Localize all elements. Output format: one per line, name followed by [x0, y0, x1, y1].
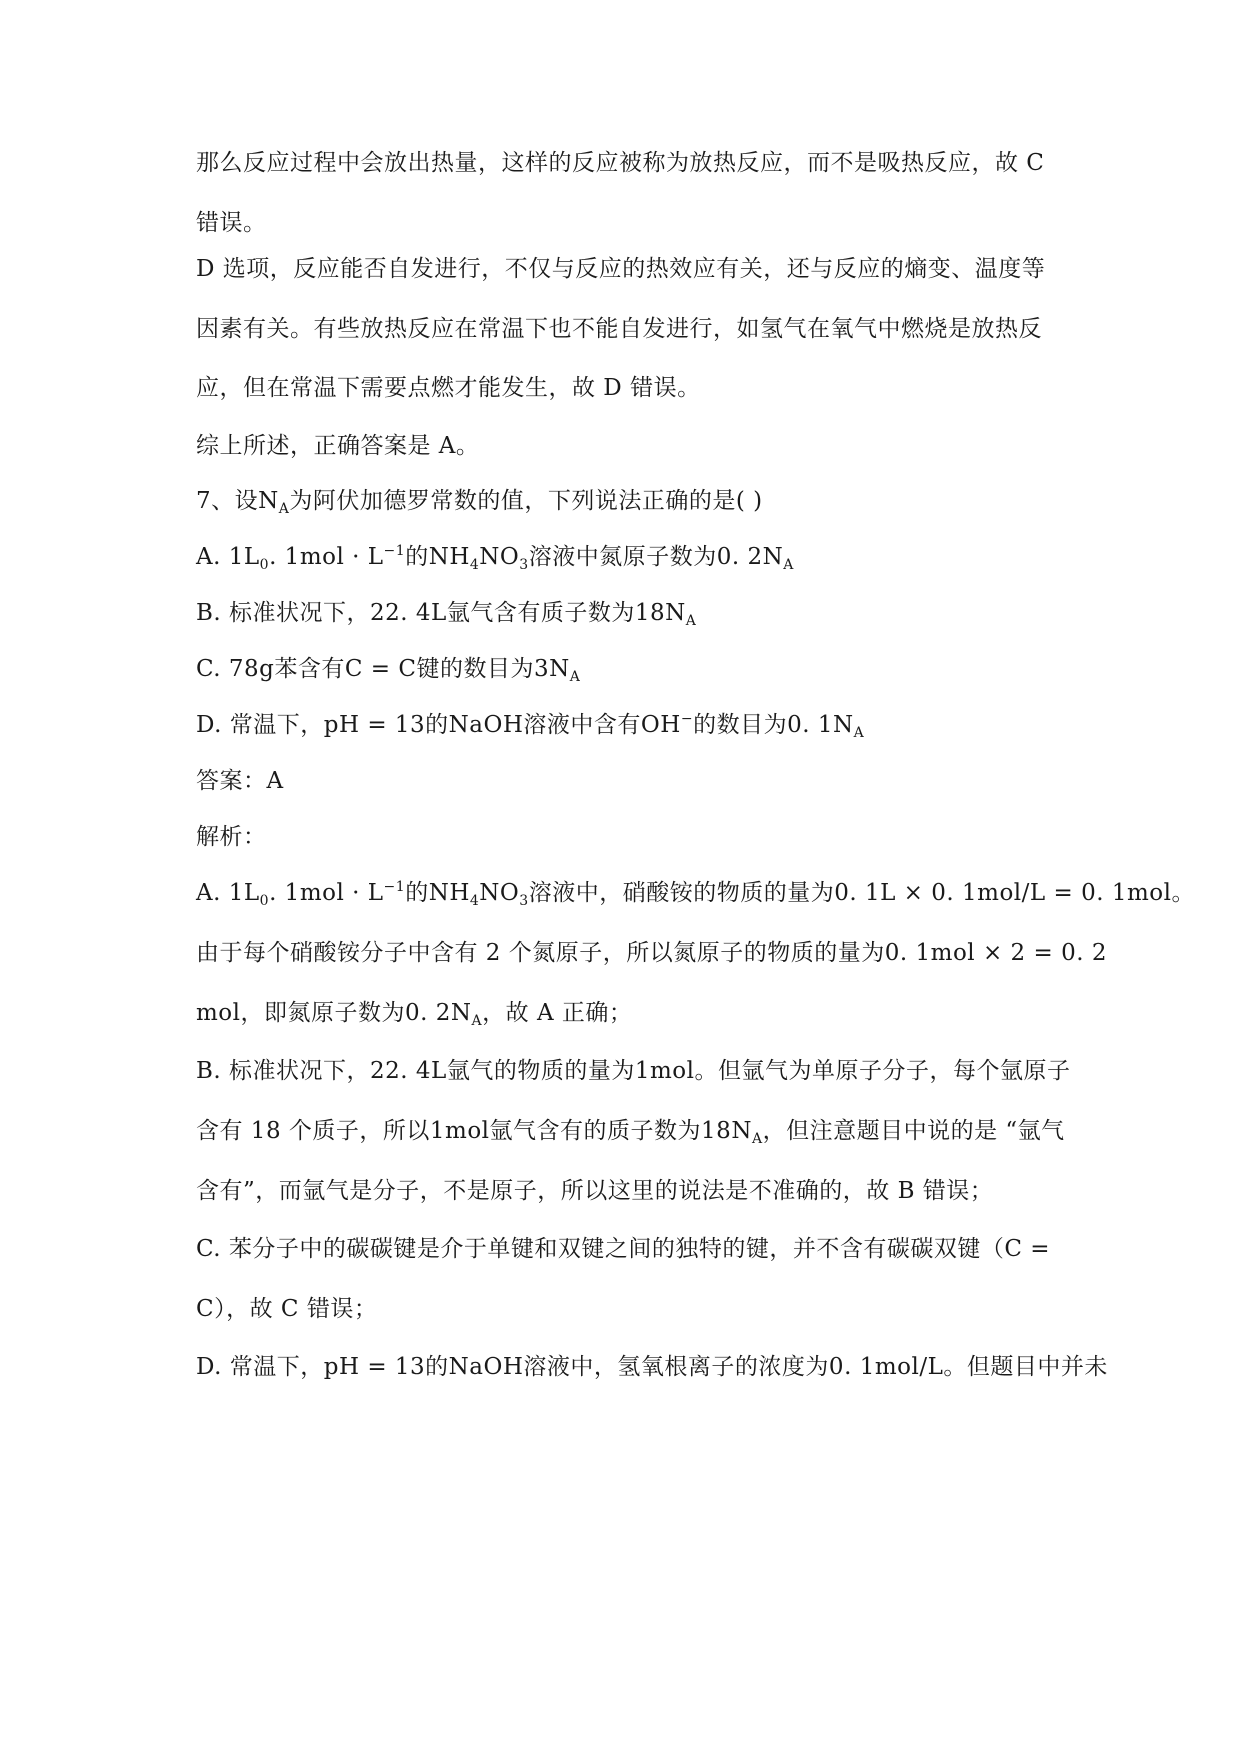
option-c: C. 78g苯含有C = C键的数目为$3N_A$: [196, 656, 581, 685]
solution-c-line-2: C），故 C 错误；: [196, 1296, 378, 1322]
solution-a-line-3: mol，即氮原子数为0. $2N_A$，故 A 正确；: [196, 1000, 633, 1029]
text-line: 那么反应过程中会放出热量，这样的反应被称为放热反应，而不是吸热反应，故 C: [196, 150, 1045, 176]
solution-b-line-2: 含有 18 个质子，所以1mol氩气含有的质子数为$18N_A$，但注意题目中说的是 “氩气: [196, 1118, 1065, 1147]
option-d: D. 常温下，pH = 13的NaOH溶液中含有OH−的数目为0. $1N_A$: [196, 711, 865, 741]
solution-c-line-1: C. 苯分子中的碳碳键是介于单键和双键之间的独特的键，并不含有碳碳双键（C =: [196, 1236, 1051, 1262]
solution-b-line-3: 含有”，而氩气是分子，不是原子，所以这里的说法是不准确的，故 B 错误；: [196, 1178, 994, 1204]
solution-a-line-2: 由于每个硝酸铵分子中含有 2 个氮原子，所以氮原子的物质的量为0. 1mol × 2 = 0. 2: [196, 940, 1107, 966]
solution-d-line-1: D. 常温下，pH = 13的NaOH溶液中，氢氧根离子的浓度为0. 1mol/L。但题目中并未: [196, 1354, 1108, 1380]
solution-b-line-1: B. 标准状况下，22. 4L氩气的物质的量为1mol。但氩气为单原子分子，每个氩原子: [196, 1058, 1071, 1084]
option-a: A. $1L_0$. $1mol \cdot L^{-1}$的$NH_4NO_3$溶液中氮原子数为0. $2N_A$: [196, 543, 794, 573]
option-b: B. 标准状况下，22. 4L氩气含有质子数为$18N_A$: [196, 600, 697, 629]
text-line: 错误。: [196, 210, 267, 236]
text-line: 应，但在常温下需要点燃才能发生，故 D 错误。: [196, 375, 701, 401]
text-line: 因素有关。有些放热反应在常温下也不能自发进行，如氢气在氧气中燃烧是放热反: [196, 316, 1042, 342]
question-stem: 7、设$N_A$为阿伏加德罗常数的值，下列说法正确的是( ): [196, 488, 763, 517]
text-line: D 选项，反应能否自发进行，不仅与反应的热效应有关，还与反应的熵变、温度等: [196, 256, 1046, 282]
solution-a-line-1: A. $1L_0$. $1mol \cdot L^{-1}$的$NH_4NO_3$溶液中，硝酸铵的物质的量为0. 1L × 0. 1mol/L = 0. 1mol。: [196, 879, 1195, 909]
text-line: 综上所述，正确答案是 A。: [196, 433, 480, 459]
answer-line: 答案：A: [196, 768, 284, 794]
analysis-heading: 解析：: [196, 824, 267, 850]
